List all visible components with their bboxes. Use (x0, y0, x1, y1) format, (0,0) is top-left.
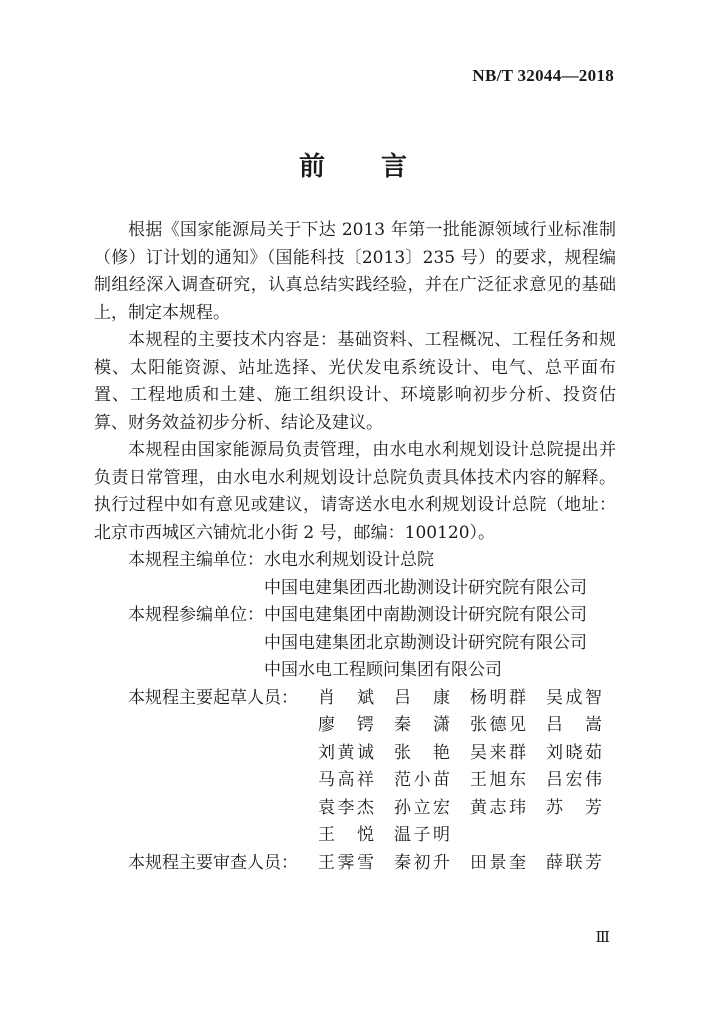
reviewer-name: 王霁雪 (318, 852, 374, 873)
reviewer-name: 薛联芳 (546, 852, 602, 873)
drafter-name: 吕嵩 (546, 715, 602, 735)
paragraph-management: 本规程由国家能源局负责管理，由水电水利规划设计总院提出并负责日常管理，由水电水利规划设计总院负责具体技术内容的解释。执行过程中如有意见或建议，请寄送水电水利规划设计总院（地址：北京市西城区六铺炕北小街 2 号，邮编：100120）。 (94, 440, 616, 543)
drafter-name: 张德见 (470, 715, 526, 735)
page-title: 前言 (298, 152, 463, 182)
drafter-name: 刘晓茹 (546, 742, 602, 763)
chief-editor-unit: 水电水利规划设计总院 (264, 550, 434, 570)
drafter-name: 杨明群 (470, 687, 526, 708)
drafters-label: 本规程主要起草人员： (128, 687, 298, 708)
drafter-name: 吕宏伟 (546, 770, 602, 790)
drafter-name: 温子明 (394, 825, 450, 845)
drafters-names (318, 685, 620, 850)
participating-unit: 中国电建集团中南勘测设计研究院有限公司 (264, 605, 587, 625)
participating-unit: 中国电建集团北京勘测设计研究院有限公司 (264, 632, 587, 653)
drafter-name: 马高祥 (318, 770, 374, 790)
reviewers-label: 本规程主要审查人员： (128, 852, 298, 873)
participating-row (94, 630, 616, 658)
chief-editor-label: 本规程主编单位： (128, 550, 264, 570)
participating-row (94, 657, 616, 685)
drafter-name: 吴来群 (470, 742, 526, 763)
drafter-name: 黄志玮 (470, 797, 526, 818)
drafter-name: 肖斌 (318, 687, 374, 708)
chief-editor-row (94, 575, 616, 603)
drafter-name: 吕康 (394, 687, 450, 708)
participating-row (94, 602, 616, 630)
drafter-name: 孙立宏 (394, 797, 450, 818)
drafters-row (94, 685, 616, 850)
drafter-name: 秦潇 (394, 715, 450, 735)
standard-code: NB/T 32044—2018 (472, 66, 614, 85)
document-body (94, 217, 616, 877)
reviewers-row (94, 850, 616, 878)
chief-editor-row (94, 547, 616, 575)
paragraph-basis: 根据《国家能源局关于下达 2013 年第一批能源领域行业标准制（修）订计划的通知》（国能科技〔2013〕235 号）的要求，规程编制组经深入调查研究，认真总结实践经验，并在广泛征求意见的基础上，制定本规程。 (94, 220, 616, 323)
reviewers-names (318, 850, 620, 878)
page-number: Ⅲ (595, 930, 610, 946)
chief-editor-unit: 中国电建集团西北勘测设计研究院有限公司 (264, 577, 587, 598)
participating-label: 本规程参编单位： (128, 605, 264, 625)
drafter-name: 袁李杰 (318, 797, 374, 818)
drafter-name: 刘黄诚 (318, 742, 374, 763)
drafter-name: 吴成智 (546, 687, 602, 708)
paragraph-content: 本规程的主要技术内容是：基础资料、工程概况、工程任务和规模、太阳能资源、站址选择、光伏发电系统设计、电气、总平面布置、工程地质和土建、施工组织设计、环境影响初步分析、投资估算、财务效益初步分析、结论及建议。 (94, 330, 616, 433)
participating-unit: 中国水电工程顾问集团有限公司 (264, 660, 502, 680)
drafter-name: 张艳 (394, 742, 450, 763)
drafter-name: 苏芳 (546, 797, 602, 818)
drafter-name: 王旭东 (470, 770, 526, 790)
drafter-name: 廖锷 (318, 715, 374, 735)
reviewer-name: 田景奎 (470, 852, 526, 873)
drafter-name: 王悦 (318, 825, 374, 845)
reviewer-name: 秦初升 (394, 852, 450, 873)
drafter-name: 范小苗 (394, 770, 450, 790)
